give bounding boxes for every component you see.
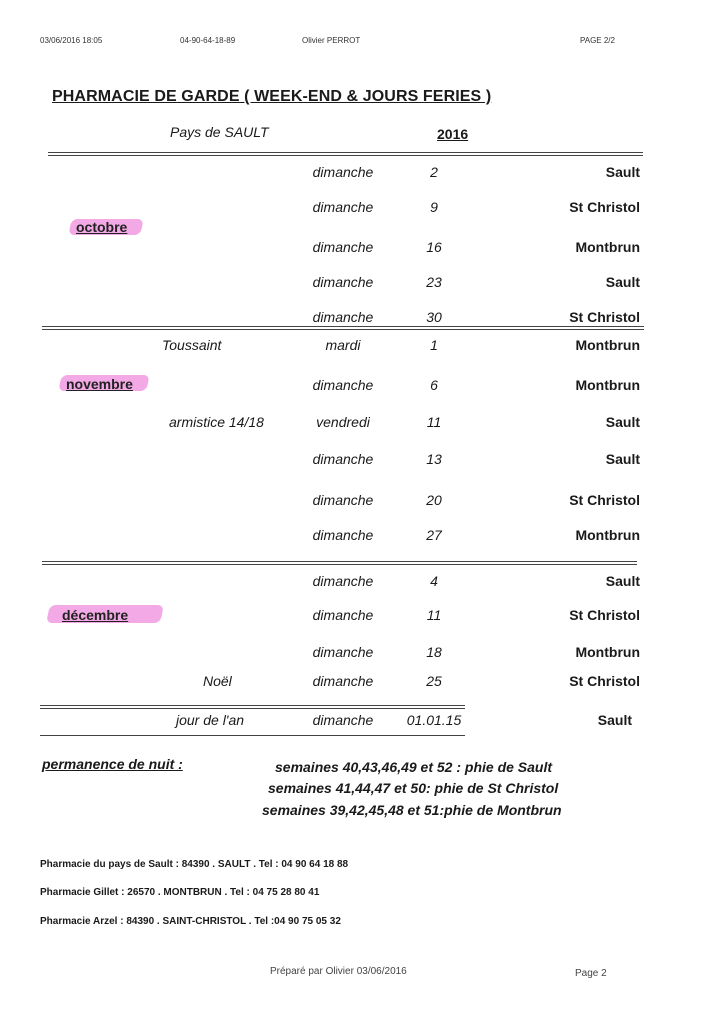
pharmacy: Montbrun bbox=[575, 377, 640, 393]
weekday: dimanche bbox=[312, 239, 374, 255]
prepared-by: Préparé par Olivier 03/06/2016 bbox=[270, 966, 407, 977]
holiday-note: armistice 14/18 bbox=[169, 414, 264, 430]
weekday: dimanche bbox=[312, 451, 374, 467]
day-number: 9 bbox=[430, 199, 438, 215]
day-number: 4 bbox=[430, 573, 438, 589]
schedule-row bbox=[0, 451, 724, 471]
pharmacy: Montbrun bbox=[575, 644, 640, 660]
divider-top bbox=[48, 152, 643, 153]
pharmacy: St Christol bbox=[569, 199, 640, 215]
day-number: 30 bbox=[426, 309, 442, 325]
weekday: dimanche bbox=[312, 573, 374, 589]
day-number: 23 bbox=[426, 274, 442, 290]
schedule-row bbox=[0, 239, 724, 259]
weekday: dimanche bbox=[312, 164, 374, 180]
pharmacy: St Christol bbox=[569, 309, 640, 325]
schedule-row bbox=[0, 337, 724, 357]
day-number: 13 bbox=[426, 451, 442, 467]
pharmacy-address: Pharmacie du pays de Sault : 84390 . SAULT . Tel : 04 90 64 18 88 bbox=[40, 859, 349, 870]
pharmacy: St Christol bbox=[569, 492, 640, 508]
weekday: dimanche bbox=[312, 607, 374, 623]
divider-top-2 bbox=[48, 155, 643, 156]
pharmacy: St Christol bbox=[569, 673, 640, 689]
schedule-row bbox=[0, 274, 724, 294]
fax-datetime: 03/06/2016 18:05 bbox=[40, 36, 103, 45]
divider-bottom bbox=[40, 735, 465, 736]
permanence-line: semaines 41,44,47 et 50: phie de St Christol bbox=[268, 780, 559, 796]
weekday: dimanche bbox=[312, 527, 374, 543]
day-number: 01.01.15 bbox=[406, 712, 462, 728]
permanence-line: semaines 40,43,46,49 et 52 : phie de Sault bbox=[275, 759, 553, 775]
weekday: mardi bbox=[325, 337, 361, 353]
day-number: 18 bbox=[426, 644, 442, 660]
schedule-row bbox=[0, 644, 724, 664]
day-number: 11 bbox=[426, 414, 442, 430]
permanence-label: permanence de nuit : bbox=[42, 756, 183, 772]
schedule-row bbox=[0, 607, 724, 627]
schedule-row bbox=[0, 164, 724, 184]
weekday: dimanche bbox=[312, 712, 374, 728]
weekday: dimanche bbox=[312, 673, 374, 689]
divider-nov-dec-2 bbox=[42, 564, 637, 565]
pharmacy: Montbrun bbox=[575, 527, 640, 543]
day-number: 20 bbox=[426, 492, 442, 508]
day-number: 25 bbox=[426, 673, 442, 689]
page-number: Page 2 bbox=[575, 968, 607, 979]
holiday-note: Toussaint bbox=[162, 337, 222, 353]
month-october: octobre bbox=[76, 219, 128, 235]
fax-phone: 04-90-64-18-89 bbox=[180, 36, 236, 45]
pharmacy: Sault bbox=[605, 451, 640, 467]
holiday-note: jour de l'an bbox=[176, 712, 245, 728]
weekday: dimanche bbox=[312, 644, 374, 660]
day-number: 6 bbox=[430, 377, 438, 393]
permanence-line: semaines 39,42,45,48 et 51:phie de Montbrun bbox=[262, 802, 562, 818]
pharmacy: Montbrun bbox=[575, 239, 640, 255]
divider-oct-nov-2 bbox=[42, 329, 644, 330]
region-label: Pays de SAULT bbox=[170, 124, 269, 140]
pharmacy-address: Pharmacie Arzel : 84390 . SAINT-CHRISTOL . Tel :04 90 75 05 32 bbox=[40, 916, 341, 927]
day-number: 11 bbox=[426, 607, 442, 623]
weekday: dimanche bbox=[312, 199, 374, 215]
schedule-row bbox=[0, 527, 724, 547]
holiday-note: Noël bbox=[203, 673, 232, 689]
divider-nov-dec bbox=[42, 561, 637, 562]
pharmacy-address: Pharmacie Gillet : 26570 . MONTBRUN . Tel : 04 75 28 80 41 bbox=[40, 887, 320, 898]
fax-sender: Olivier PERROT bbox=[302, 36, 361, 45]
weekday: dimanche bbox=[312, 377, 374, 393]
schedule-row bbox=[0, 414, 724, 434]
weekday: dimanche bbox=[312, 309, 374, 325]
month-december: décembre bbox=[62, 607, 129, 623]
weekday: vendredi bbox=[316, 414, 370, 430]
schedule-row bbox=[0, 377, 724, 397]
day-number: 27 bbox=[426, 527, 442, 543]
divider-dec-jan bbox=[40, 705, 465, 706]
day-number: 1 bbox=[430, 337, 438, 353]
month-november: novembre bbox=[66, 376, 133, 392]
year-label: 2016 bbox=[437, 126, 469, 142]
pharmacy: Sault bbox=[605, 274, 640, 290]
schedule-row bbox=[0, 309, 724, 329]
pharmacy: Sault bbox=[605, 414, 640, 430]
schedule-row bbox=[0, 673, 724, 693]
weekday: dimanche bbox=[312, 274, 374, 290]
document-title: PHARMACIE DE GARDE ( WEEK-END & JOURS FERIES ) bbox=[52, 88, 492, 105]
pharmacy: St Christol bbox=[569, 607, 640, 623]
pharmacy: Montbrun bbox=[575, 337, 640, 353]
divider-dec-jan-2 bbox=[40, 708, 465, 709]
day-number: 2 bbox=[430, 164, 438, 180]
schedule-row bbox=[0, 573, 724, 593]
weekday: dimanche bbox=[312, 492, 374, 508]
schedule-row bbox=[0, 199, 724, 219]
pharmacy: Sault bbox=[597, 712, 632, 728]
fax-page: PAGE 2/2 bbox=[580, 36, 615, 45]
day-number: 16 bbox=[426, 239, 442, 255]
schedule-row bbox=[0, 492, 724, 512]
pharmacy: Sault bbox=[605, 573, 640, 589]
pharmacy: Sault bbox=[605, 164, 640, 180]
schedule-row bbox=[0, 712, 724, 732]
